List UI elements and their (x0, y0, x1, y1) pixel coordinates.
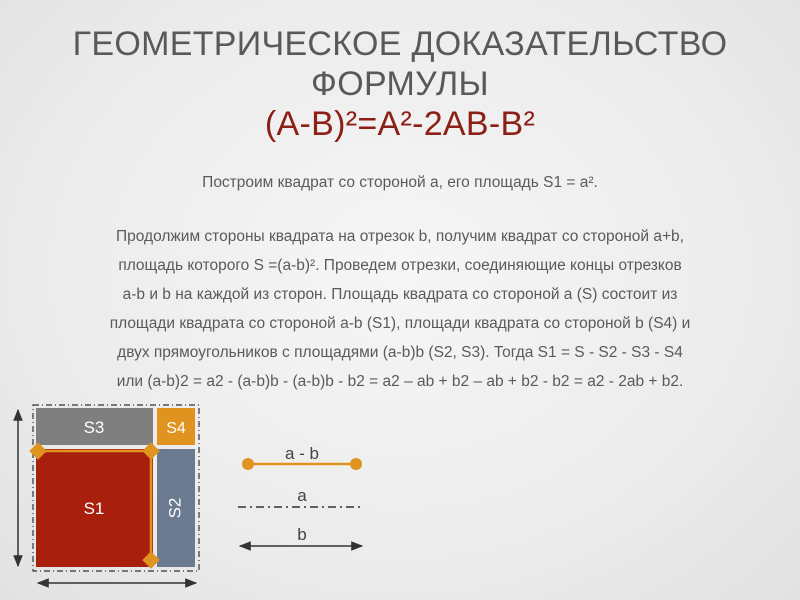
title-line-1: ГЕОМЕТРИЧЕСКОЕ ДОКАЗАТЕЛЬСТВО (72, 25, 728, 63)
lead-sentence: Построим квадрат со стороной а, его площадь S1 = a². (202, 174, 598, 191)
paragraph-line: или (a-b)2 = a2 - (a-b)b - (a-b)b - b2 = a2 – ab + b2 – ab + b2 - b2 = a2 - 2ab + b2. (116, 373, 684, 390)
legend-label-amb: a - b (284, 444, 320, 463)
label-s3: S3 (83, 418, 105, 437)
legend-label-b: b (297, 525, 307, 544)
paragraph-line: двух прямоугольников с площадями (a-b)b (S2, S3). Тогда S1 = S - S2 - S3 - S4 (117, 344, 683, 361)
paragraph-line: Продолжим стороны квадрата на отрезок b, получим квадрат со стороной a+b, (116, 228, 684, 245)
title-line-2: ФОРМУЛЫ (311, 65, 489, 103)
paragraph-line: a-b и b на каждой из сторон. Площадь квадрата со стороной a (S) состоит из (122, 286, 678, 303)
title-formula: (А-В)²=А²-2АВ-В² (264, 105, 536, 143)
legend-label-a: a (297, 486, 307, 505)
label-s4: S4 (166, 420, 186, 437)
label-s1: S1 (83, 499, 105, 518)
paragraph-line: площади квадрата со стороной a-b (S1), площади квадрата со стороной b (S4) и (109, 315, 691, 332)
paragraph-line: площадь которого S =(a-b)². Проведем отрезки, соединяющие концы отрезков (118, 257, 682, 274)
label-s2: S2 (165, 497, 185, 519)
